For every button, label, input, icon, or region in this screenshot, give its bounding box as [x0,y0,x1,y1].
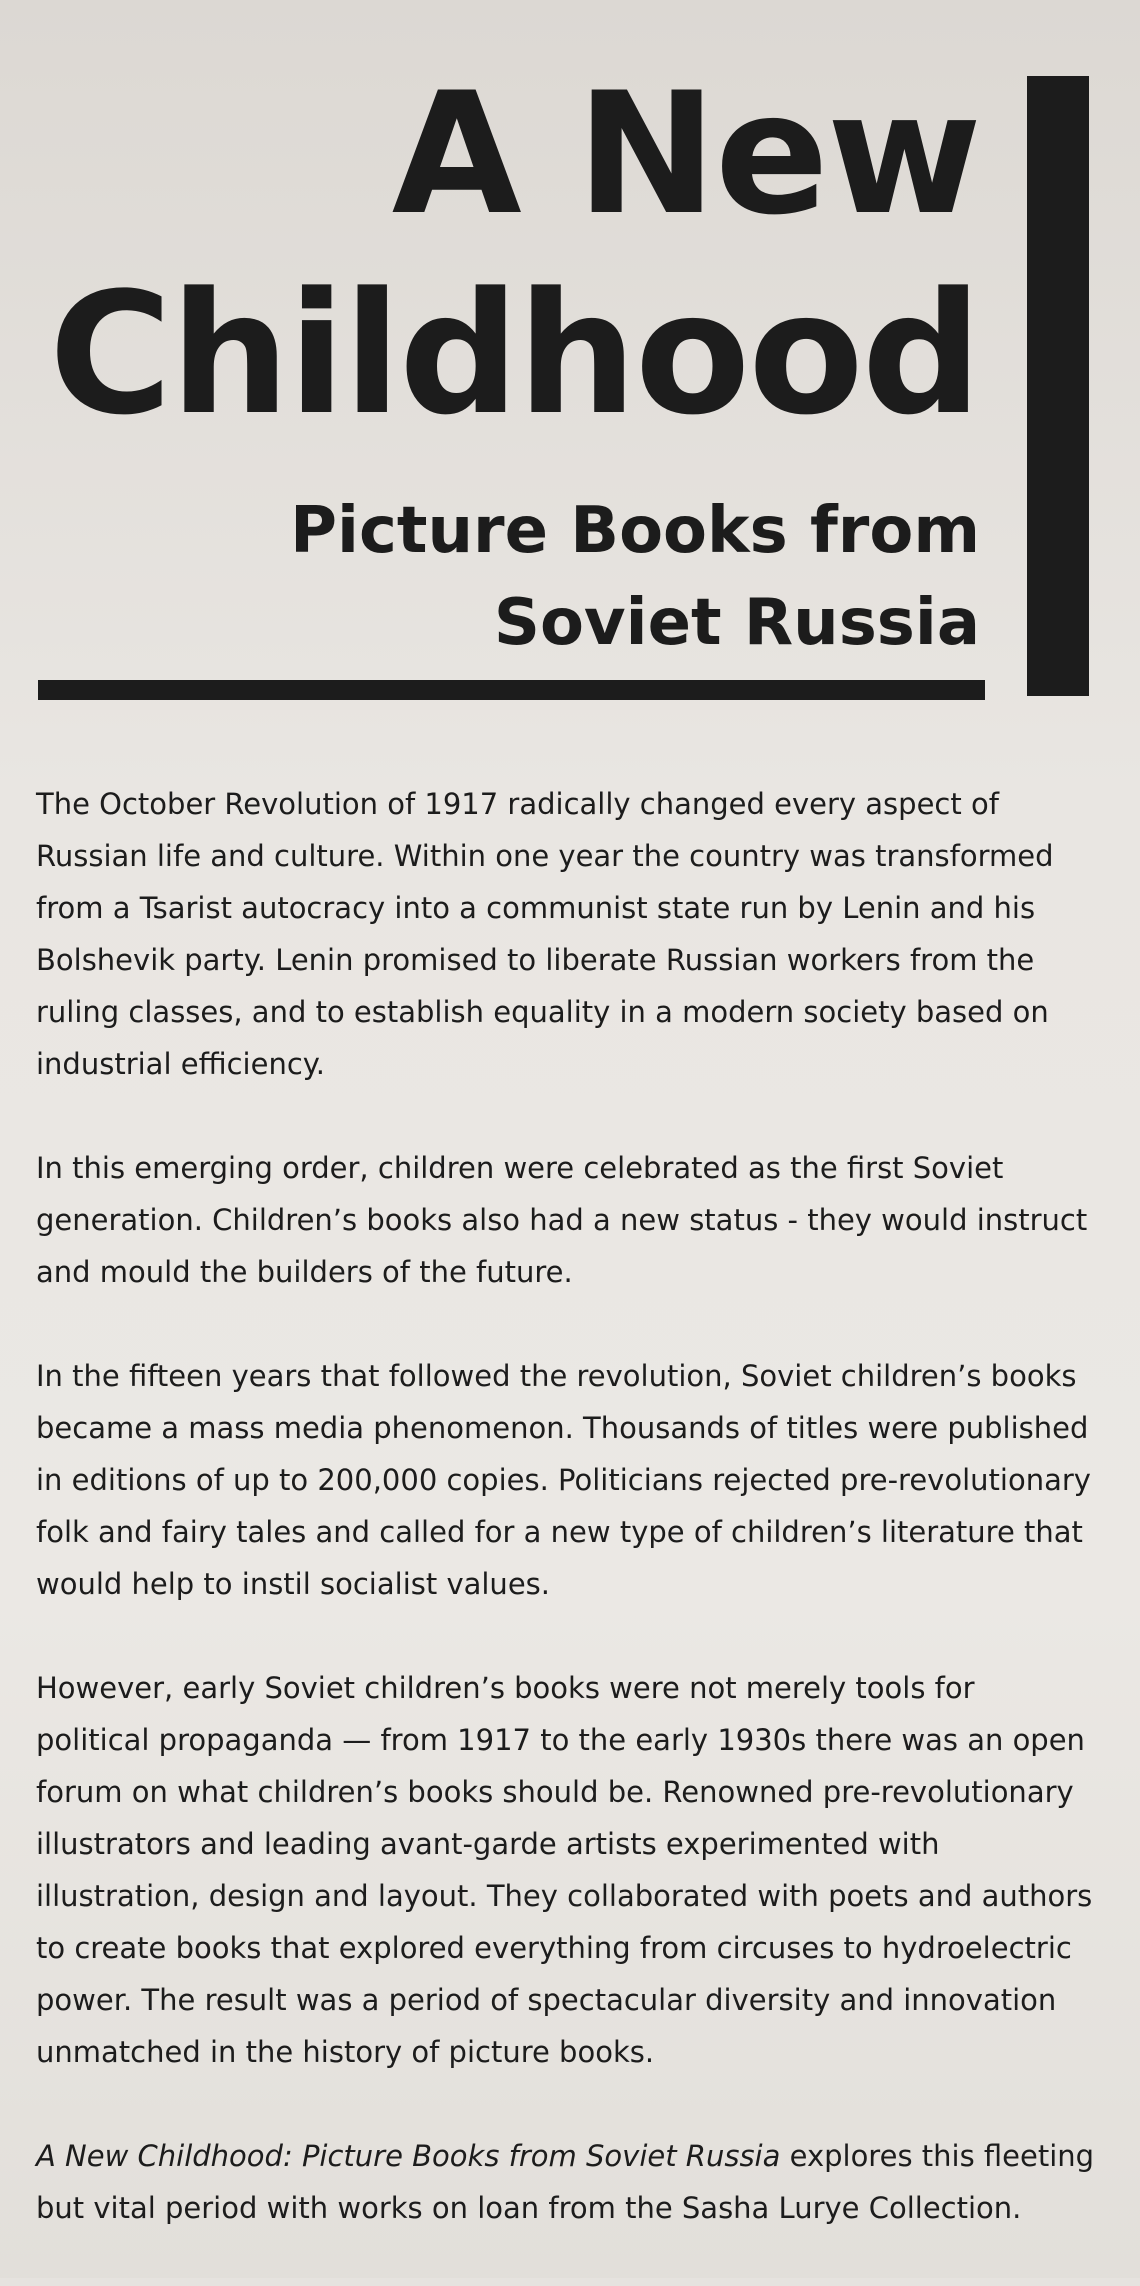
vertical-rule [1027,76,1089,696]
paragraph-4: However, early Soviet children’s books were not merely tools for political propaganda — from 1917 to the early 1930s there was an open forum on what children’s books should be. Renowned pre-revolutionary illustrators and leading avant-garde artists experimented with illustration, design and layout. They collaborated with poets and authors to create books that explored everything from circuses to hydroelectric power. The result was a period of spectacular diversity and innovation unmatched in the history of picture books. [36,1671,1093,2069]
subtitle-line-1: Picture Books from [290,494,980,568]
horizontal-rule [38,680,985,700]
closing-paragraph [36,2130,1096,2234]
paragraph-3: In the fifteen years that followed the revolution, Soviet children’s books became a mass media phenomenon. Thousands of titles were published in editions of up to 200,000 copies. Politicians rejected pre-revolutionary folk and fairy tales and called for a new type of children’s literature that would help to instil socialist values. [36,1359,1091,1601]
title-line-2: Childhood [48,256,980,452]
paragraph-1: The October Revolution of 1917 radically changed every aspect of Russian life and culture. Within one year the country was transformed from a Tsarist autocracy into a communist state run by Lenin and his Bolshevik party. Lenin promised to liberate Russian workers from the ruling classes, and to establish equality in a modern society based on industrial efficiency. [36,787,1054,1081]
intro-text [36,778,1096,2286]
closing-text: explores this fleeting but vital period with works on loan from the Sasha Lurye Collection. [36,2139,1095,2225]
exhibition-title-italic: A New Childhood: Picture Books from Soviet Russia [36,2139,781,2173]
title-line-1: A New [391,56,980,252]
subtitle [280,485,980,669]
subtitle-line-2: Soviet Russia [493,586,980,660]
paragraph-2: In this emerging order, children were celebrated as the first Soviet generation. Children’s books also had a new status - they would instruct and mould the builders of the future. [36,1151,1088,1289]
